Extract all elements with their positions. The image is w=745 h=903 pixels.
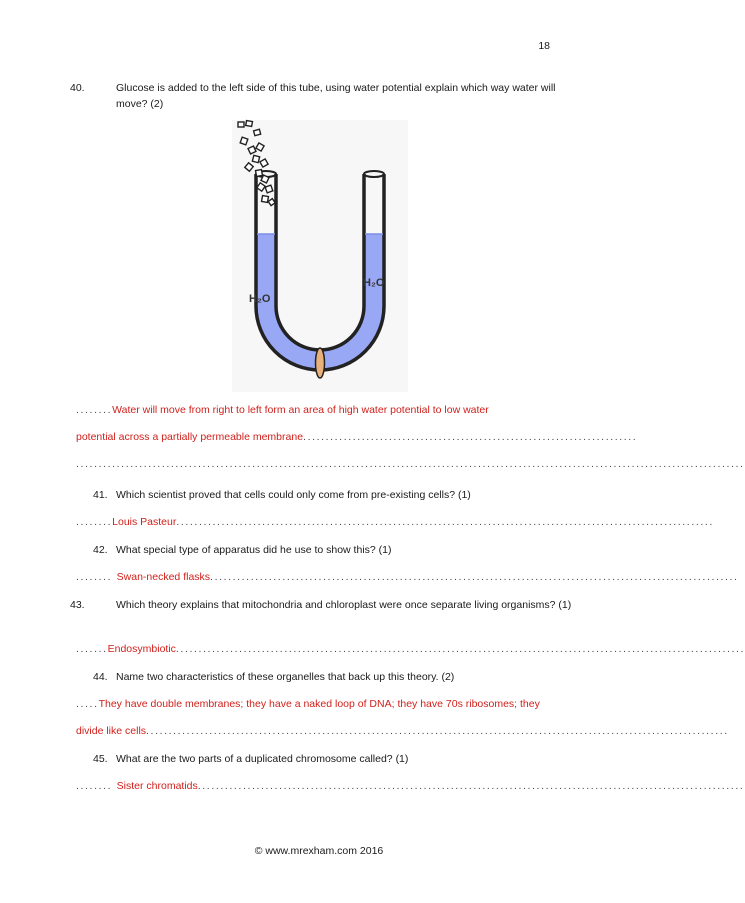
dot-leader: ........ bbox=[76, 516, 113, 528]
dot-leader: .................................................................................................................................................... bbox=[76, 458, 745, 470]
page-number: 18 bbox=[538, 40, 550, 52]
question-44 bbox=[93, 669, 563, 685]
question-text: What special type of apparatus did he use to show this? (1) bbox=[116, 544, 392, 556]
answer-line bbox=[76, 723, 729, 739]
answer-text: They have double membranes; they have a naked loop of DNA; they have 70s ribosomes; they bbox=[98, 698, 540, 710]
right-water-label: H₂O bbox=[363, 277, 385, 289]
question-number: 40. bbox=[70, 82, 85, 94]
question-text: Name two characteristics of these organelles that back up this theory. (2) bbox=[116, 671, 455, 683]
answer-line bbox=[76, 696, 560, 712]
membrane bbox=[316, 348, 325, 378]
dot-leader: ....... bbox=[76, 643, 108, 655]
answer-line bbox=[76, 456, 745, 472]
answer-line bbox=[76, 778, 745, 794]
question-text: What are the two parts of a duplicated chromosome called? (1) bbox=[116, 753, 409, 765]
answer-text: Louis Pasteur bbox=[112, 516, 177, 528]
answer-text: potential across a partially permeable membrane bbox=[76, 431, 304, 443]
dot-leader: .......................................................................... bbox=[303, 431, 638, 443]
dot-leader: ........ bbox=[76, 404, 113, 416]
question-number: 44. bbox=[93, 671, 108, 683]
question-text: Which theory explains that mitochondria and chloroplast were once separate living organisms? (1) bbox=[116, 599, 572, 611]
dot-leader: ........ bbox=[76, 780, 117, 792]
answer-text: Water will move from right to left form an area of high water potential to low water bbox=[112, 404, 489, 416]
question-number: 42. bbox=[93, 544, 108, 556]
question-43 bbox=[70, 597, 576, 613]
question-number: 45. bbox=[93, 753, 108, 765]
dot-leader: ..................................................................................................................... bbox=[210, 571, 739, 583]
answer-line bbox=[76, 402, 560, 418]
dot-leader: ................................................................................................................................. bbox=[146, 725, 729, 737]
answer-line bbox=[76, 514, 714, 530]
answer-text: Swan-necked flasks bbox=[116, 571, 211, 583]
dot-leader: ........ bbox=[76, 571, 117, 583]
question-number: 43. bbox=[70, 599, 85, 611]
question-41 bbox=[93, 487, 563, 503]
answer-line bbox=[76, 641, 745, 657]
dot-leader: ....................................................................................................................... bbox=[176, 516, 714, 528]
answer-text: Sister chromatids bbox=[116, 780, 198, 792]
dot-leader: .............................................................................................................................. bbox=[175, 643, 745, 655]
dot-leader: ..... bbox=[76, 698, 99, 710]
question-text: Glucose is added to the left side of this tube, using water potential explain which way water will move? (2) bbox=[116, 82, 556, 110]
answer-text: divide like cells bbox=[76, 725, 147, 737]
question-45 bbox=[93, 751, 563, 767]
answer-text: Endosymbiotic bbox=[107, 643, 176, 655]
dot-leader: ......................................................................................................................... bbox=[197, 780, 745, 792]
question-text: Which scientist proved that cells could only come from pre-existing cells? (1) bbox=[116, 489, 471, 501]
answer-line bbox=[76, 569, 739, 585]
page-footer: © www.mrexham.com 2016 bbox=[254, 845, 384, 857]
question-40 bbox=[70, 80, 576, 112]
left-water-label: H₂O bbox=[249, 293, 271, 305]
u-tube-diagram bbox=[232, 120, 408, 392]
question-42 bbox=[93, 542, 563, 558]
answer-line bbox=[76, 429, 638, 445]
question-number: 41. bbox=[93, 489, 108, 501]
